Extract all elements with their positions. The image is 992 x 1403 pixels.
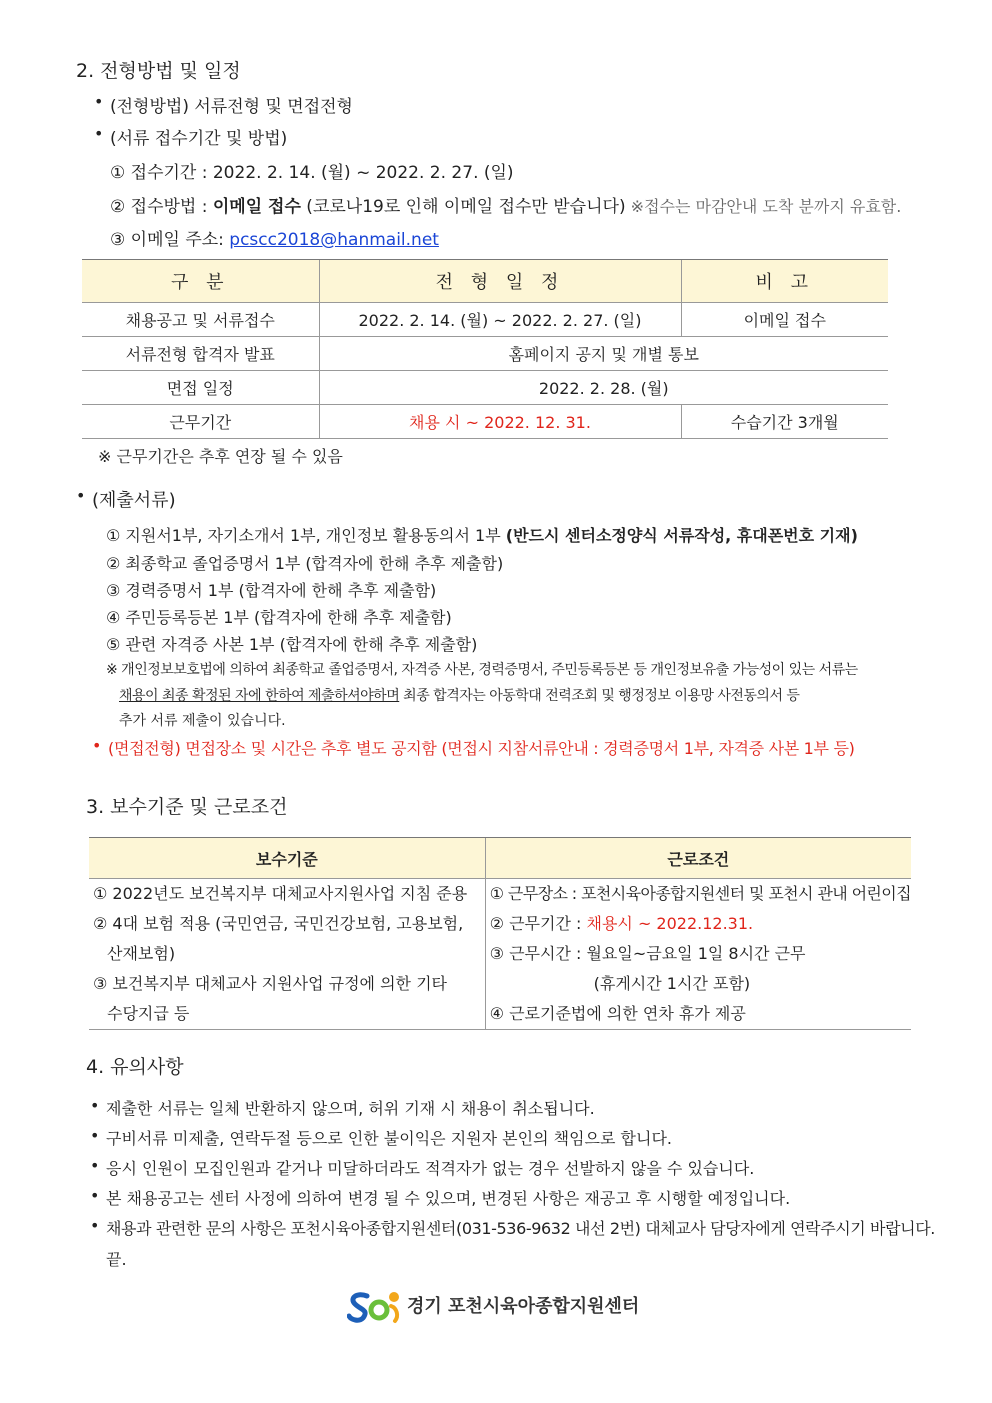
cell: 서류전형 합격자 발표 — [82, 337, 319, 371]
header-pay-standard: 보수기준 — [89, 838, 485, 879]
header-remarks: 비 고 — [681, 260, 888, 303]
condition-line: ① 근무장소 : 포천시육아종합지원센터 및 포천시 관내 어린이집 — [489, 884, 911, 903]
condition-period-label: ② 근무기간 : — [489, 914, 587, 933]
section2-title: 2. 전형방법 및 일정 — [76, 60, 241, 82]
condition-line: ③ 근무시간 : 월요일~금요일 1일 8시간 근무 — [489, 944, 806, 963]
condition-line: ④ 근로기준법에 의한 연차 휴가 제공 — [489, 1004, 746, 1023]
receipt-method — [110, 192, 901, 217]
notice-item: • 응시 인원이 모집인원과 같거나 미달하더라도 적격자가 없는 경우 선발하지 않을 수 있습니다. — [106, 1156, 754, 1179]
end-mark: 끝. — [106, 1250, 127, 1269]
pay-line: ③ 보건복지부 대체교사 지원사업 규정에 의한 기타 — [93, 974, 447, 993]
pay-line: ① 2022년도 보건복지부 대체교사지원사업 지침 준용 — [93, 884, 468, 903]
condition-period-value: 채용시 ~ 2022.12.31. — [586, 914, 754, 933]
pay-line: 산재보험) — [107, 944, 176, 963]
cell: 홈페이지 공지 및 개별 통보 — [319, 337, 888, 371]
docs-title: • (제출서류) — [92, 486, 176, 512]
condition-line: (휴게시간 1시간 포함) — [593, 974, 751, 993]
notice-item: • 구비서류 미제출, 연락두절 등으로 인한 불이익은 지원자 본인의 책임으로 합니다. — [106, 1126, 672, 1149]
privacy-note-3: 추가 서류 제출이 있습니다. — [119, 713, 286, 729]
header-category: 구 분 — [82, 260, 319, 303]
receipt-method-label: ② 접수방법 : — [110, 197, 213, 217]
work-conditions-cell — [485, 879, 911, 1030]
table-row — [82, 337, 888, 371]
schedule-note: ※ 근무기간은 추후 연장 될 수 있음 — [98, 447, 343, 466]
cell: 2022. 2. 28. (월) — [319, 371, 888, 405]
center-logo-icon — [347, 1288, 407, 1324]
doc-item-4: ④ 주민등록등본 1부 (합격자에 한해 추후 제출함) — [106, 608, 452, 627]
cell: 수습기간 3개월 — [681, 405, 888, 439]
notice-item: • 본 채용공고는 센터 사정에 의하여 변경 될 수 있으며, 변경된 사항은 재공고 후 시행할 예정입니다. — [106, 1186, 790, 1209]
header-work-conditions: 근로조건 — [485, 838, 911, 879]
privacy-note-rest: 최종 합격자는 아동학대 전력조회 및 행정정보 이용망 사전동의서 등 — [399, 688, 800, 704]
bullet-method: • (전형방법) 서류전형 및 면접전형 — [110, 92, 353, 117]
doc-item-2: ② 최종학교 졸업증명서 1부 (합격자에 한해 추후 제출함) — [106, 554, 504, 573]
table-row — [82, 303, 888, 337]
section4-title: 4. 유의사항 — [86, 1056, 184, 1078]
notice-item: • 채용과 관련한 문의 사항은 포천시육아종합지원센터(031-536-9632 내선 2번) 대체교사 담당자에게 연락주시기 바랍니다. — [106, 1216, 935, 1239]
conditions-table — [89, 837, 911, 1030]
doc-item-5: ⑤ 관련 자격증 사본 1부 (합격자에 한해 추후 제출함) — [106, 635, 478, 654]
email-label: ③ 이메일 주소: — [110, 230, 230, 250]
bullet-period-heading: • (서류 접수기간 및 방법) — [110, 124, 287, 149]
privacy-note-2 — [119, 685, 799, 705]
pay-line: ② 4대 보험 적용 (국민연금, 국민건강보험, 고용보험, — [93, 914, 464, 933]
cell: 채용 시 ~ 2022. 12. 31. — [319, 405, 681, 439]
notice-item: • 제출한 서류는 일체 반환하지 않으며, 허위 기재 시 채용이 취소됩니다. — [106, 1096, 595, 1119]
table-row — [82, 371, 888, 405]
cell: 채용공고 및 서류접수 — [82, 303, 319, 337]
table-row — [82, 405, 888, 439]
interview-notice-text: (면접전형) 면접장소 및 시간은 추후 별도 공지함 (면접시 지참서류안내 : 경력증명서 1부, 자격증 사본 1부 등) — [108, 739, 855, 758]
doc-item-1-bold: (반드시 센터소정양식 서류작성, 휴대폰번호 기재) — [505, 526, 858, 545]
email-address-line — [110, 225, 439, 250]
cell: 면접 일정 — [82, 371, 319, 405]
center-name: 경기 포천시육아종합지원센터 — [407, 1296, 640, 1317]
receipt-period: ① 접수기간 : 2022. 2. 14. (월) ~ 2022. 2. 27. (일) — [110, 163, 514, 183]
doc-item-3: ③ 경력증명서 1부 (합격자에 한해 추후 제출함) — [106, 581, 437, 600]
conditions-header-row — [89, 838, 911, 879]
bullet-icon: • — [92, 736, 102, 755]
interview-notice — [92, 736, 855, 759]
receipt-method-bold: 이메일 접수 — [212, 197, 301, 217]
doc-item-1 — [106, 523, 858, 546]
cell: 이메일 접수 — [681, 303, 888, 337]
doc-item-1-text: ① 지원서1부, 자기소개서 1부, 개인정보 활용동의서 1부 — [106, 526, 506, 545]
table-row — [89, 879, 911, 1030]
schedule-table — [82, 259, 888, 439]
cell: 근무기간 — [82, 405, 319, 439]
email-link[interactable]: pcscc2018@hanmail.net — [229, 230, 439, 250]
pay-standard-cell — [89, 879, 485, 1030]
privacy-note-underlined: 채용이 최종 확정된 자에 한하여 제출하셔야하며 — [119, 688, 400, 704]
schedule-header-row — [82, 260, 888, 303]
pay-line: 수당지급 등 — [107, 1004, 190, 1023]
header-schedule: 전 형 일 정 — [319, 260, 681, 303]
condition-line — [486, 909, 911, 939]
section3-title: 3. 보수기준 및 근로조건 — [86, 796, 288, 818]
receipt-method-note: ※접수는 마감안내 도착 분까지 유효함. — [625, 197, 902, 216]
privacy-note-1: ※ 개인정보보호법에 의하여 최종학교 졸업증명서, 자격증 사본, 경력증명서, 주민등록등본 등 개인정보유출 가능성이 있는 서류는 — [106, 662, 858, 678]
cell: 2022. 2. 14. (월) ~ 2022. 2. 27. (일) — [319, 303, 681, 337]
receipt-method-reason: (코로나19로 인해 이메일 접수만 받습니다) — [300, 197, 626, 217]
